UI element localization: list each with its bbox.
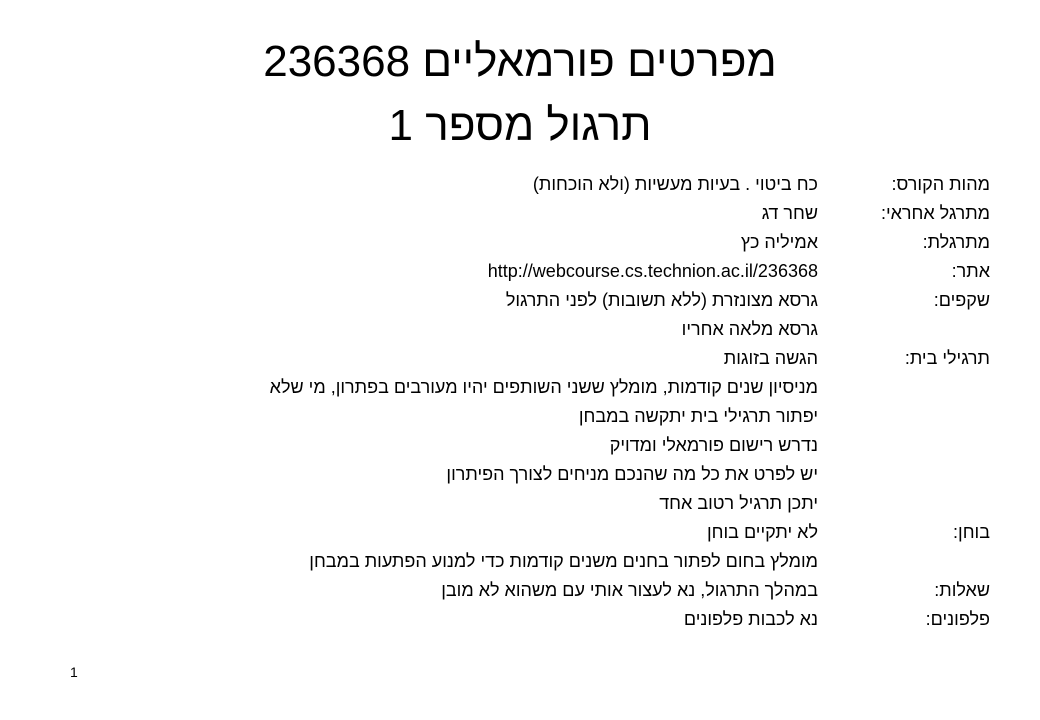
info-row-phones — [40, 605, 990, 634]
row-label — [818, 460, 990, 489]
row-value: יתכן תרגיל רטוב אחד — [659, 493, 818, 513]
info-row-quiz — [40, 518, 990, 547]
row-label: פלפונים: — [925, 609, 990, 629]
info-row-homework-cont — [40, 460, 990, 489]
info-row-homework-cont — [40, 489, 990, 518]
row-label: שקפים: — [933, 290, 990, 310]
info-row-questions — [40, 576, 990, 605]
info-row-course-essence — [40, 170, 990, 199]
info-row-slides — [40, 286, 990, 315]
row-label: אתר: — [951, 261, 990, 281]
info-row-website — [40, 257, 990, 286]
row-label — [818, 373, 990, 402]
course-info-list — [40, 170, 990, 634]
slide-subtitle: תרגול מספר 1 — [388, 101, 652, 150]
row-value: שחר דג — [761, 203, 818, 223]
row-value: הגשה בזוגות — [723, 348, 818, 368]
row-value: מומלץ בחום לפתור בחנים משנים קודמות כדי למנוע הפתעות במבחן — [309, 551, 818, 571]
info-row-homework-cont — [40, 373, 990, 402]
row-value: יש לפרט את כל מה שהנכם מניחים לצורך הפיתרון — [446, 464, 818, 484]
row-label — [818, 489, 990, 518]
row-label: שאלות: — [934, 580, 990, 600]
row-label — [818, 431, 990, 460]
row-label — [818, 547, 990, 576]
row-value: לא יתקיים בוחן — [706, 522, 818, 542]
info-row-homework — [40, 344, 990, 373]
row-label: מתרגלת: — [922, 232, 990, 252]
info-row-ta — [40, 228, 990, 257]
info-row-homework-cont — [40, 431, 990, 460]
row-value: מניסיון שנים קודמות, מומלץ ששני השותפים יהיו מעורבים בפתרון, מי שלא — [269, 377, 818, 397]
slide-title: מפרטים פורמאליים 236368 — [263, 37, 777, 86]
row-value: כח ביטוי . בעיות מעשיות (ולא הוכחות) — [532, 174, 818, 194]
row-value: במהלך התרגול, נא לעצור אותי עם משהוא לא מובן — [441, 580, 818, 600]
row-label: בוחן: — [953, 522, 990, 542]
row-value: יפתור תרגילי בית יתקשה במבחן — [578, 406, 818, 426]
row-label — [818, 315, 990, 344]
row-value: גרסא מלאה אחריו — [681, 319, 818, 339]
row-value: אמיליה כץ — [740, 232, 818, 252]
page-number: 1 — [70, 664, 78, 680]
row-value: נדרש רישום פורמאלי ומדויק — [609, 435, 818, 455]
row-label: מתרגל אחראי: — [880, 203, 990, 223]
info-row-quiz-cont — [40, 547, 990, 576]
row-label — [818, 402, 990, 431]
row-label: מהות הקורס: — [891, 174, 990, 194]
row-value: נא לכבות פלפונים — [683, 609, 818, 629]
website-url: http://webcourse.cs.technion.ac.il/236368 — [487, 261, 818, 281]
info-row-homework-cont — [40, 402, 990, 431]
row-value: גרסא מצונזרת (ללא תשובות) לפני התרגול — [505, 290, 818, 310]
row-label: תרגילי בית: — [904, 348, 990, 368]
info-row-head-ta — [40, 199, 990, 228]
info-row-slides-cont — [40, 315, 990, 344]
